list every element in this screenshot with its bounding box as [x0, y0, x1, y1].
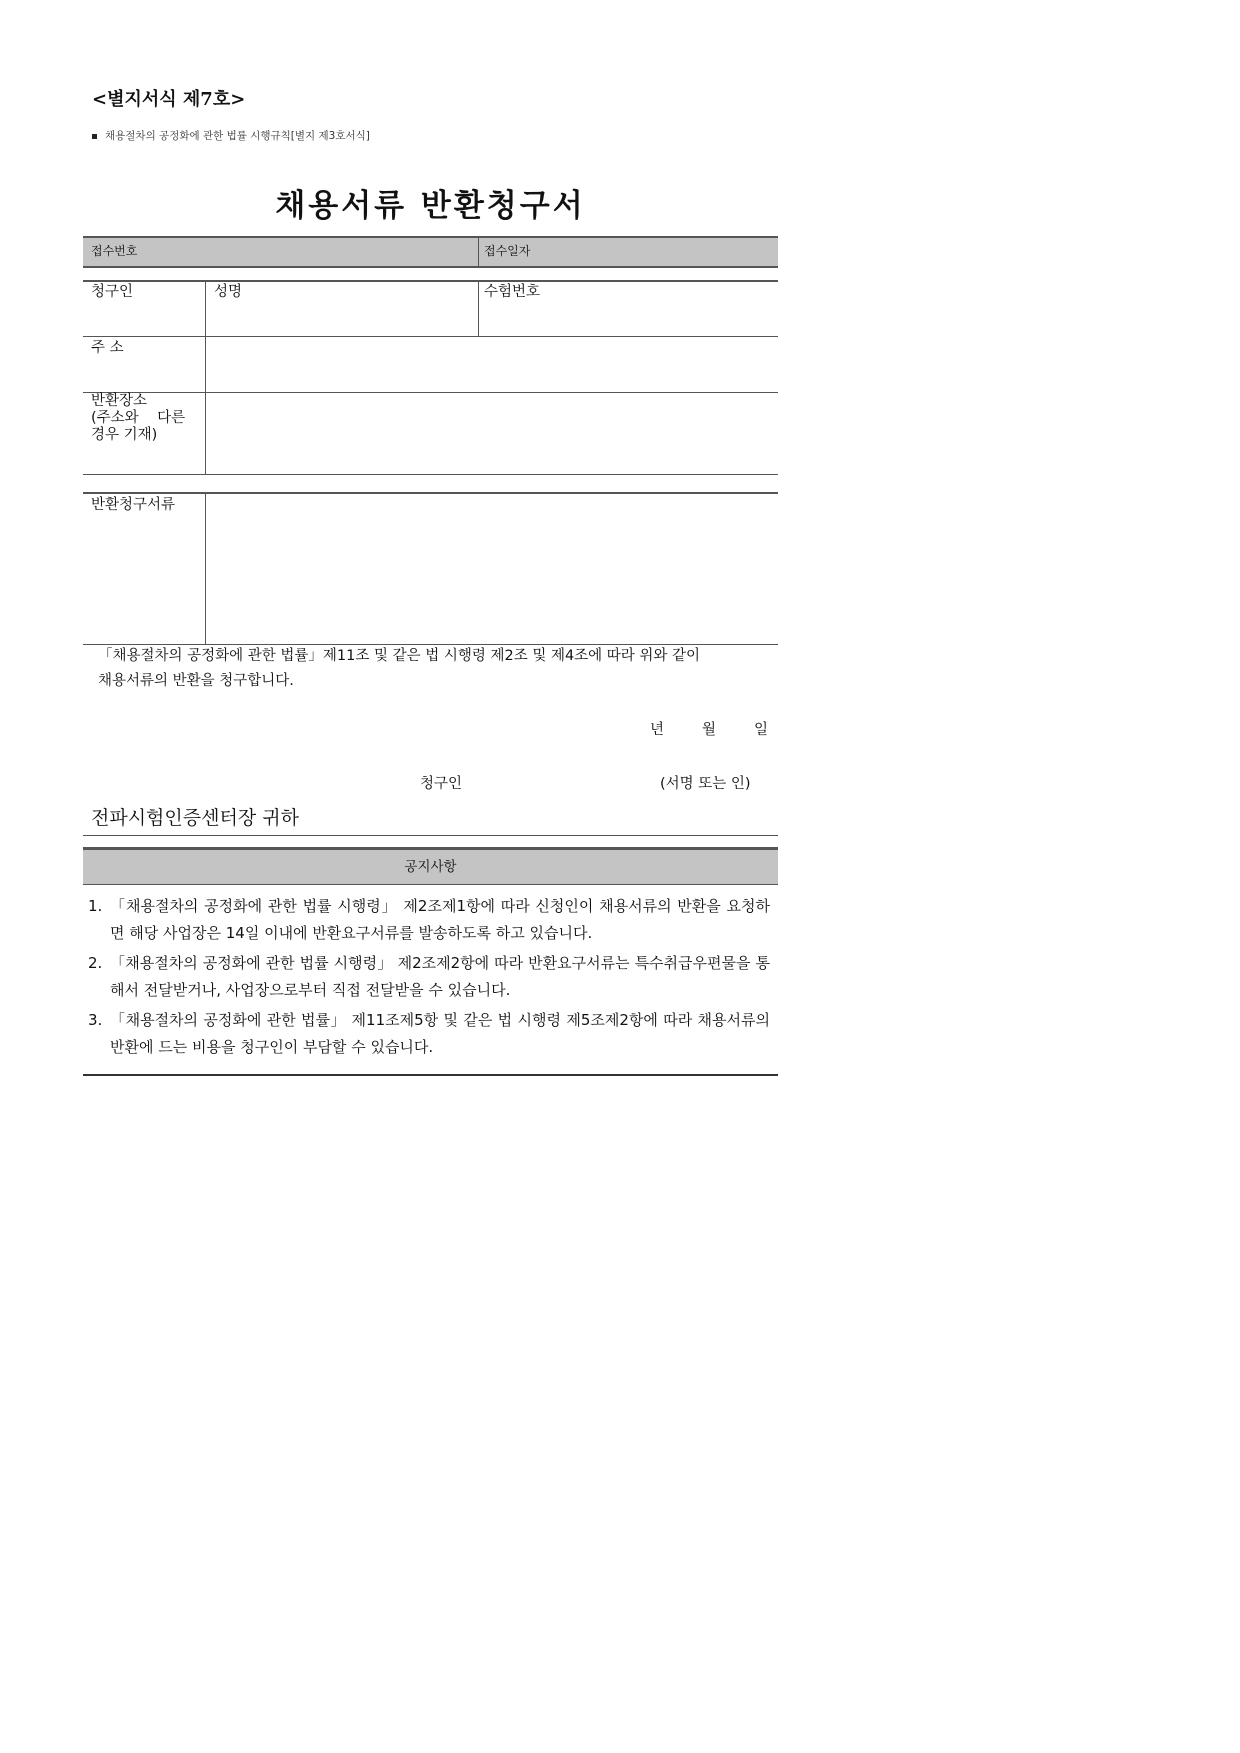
return-place-line2: (주소와 다른	[91, 410, 186, 426]
notice-item	[88, 1007, 770, 1061]
claimant-table-top	[83, 280, 778, 282]
claimant-col-divider	[205, 280, 206, 474]
claimant-section-label: 청구인	[91, 284, 134, 300]
notice-item-number: 1.	[88, 897, 103, 915]
declaration-text	[98, 644, 770, 694]
document-title: 채용서류 반환청구서	[275, 188, 586, 224]
notice-item	[88, 950, 770, 1004]
date-day-label: 일	[754, 722, 769, 738]
notice-item-text: 「채용절차의 공정화에 관한 법률 시행령」 제2조제2항에 따라 반환요구서류는 특수취급우편물을 통해서 전달받거나, 사업장으로부터 직접 전달받을 수 있습니다.	[110, 954, 770, 999]
notice-item-text: 「채용절차의 공정화에 관한 법률 시행령」 제2조제1항에 따라 신청인이 채용서류의 반환을 요청하면 해당 사업장은 14일 이내에 반환요구서류를 발송하도록 하고 있습니다.	[110, 897, 770, 942]
date-year-label: 년	[650, 722, 665, 738]
addressee-underline	[83, 835, 778, 836]
notice-item	[88, 893, 770, 947]
notice-heading: 공지사항	[83, 847, 778, 885]
documents-table-top	[83, 492, 778, 494]
form-number: <별지서식 제7호>	[92, 89, 246, 110]
documents-col-divider	[205, 492, 206, 644]
return-place-line1: 반환장소	[91, 393, 148, 409]
address-label: 주 소	[91, 340, 124, 356]
addressee: 전파시험인증센터장 귀하	[91, 807, 299, 829]
receipt-date-label: 접수일자	[484, 244, 531, 258]
receipt-number-label: 접수번호	[91, 244, 138, 258]
signer-label: 청구인	[420, 776, 463, 792]
receipt-bar	[83, 236, 778, 268]
return-place-line3: 경우 기재)	[91, 427, 158, 443]
notice-item-number: 3.	[88, 1011, 103, 1029]
documents-label: 반환청구서류	[91, 497, 176, 513]
name-label: 성명	[214, 284, 243, 300]
return-place-label	[91, 393, 201, 444]
declaration-line1: 「채용절차의 공정화에 관한 법률」제11조 및 같은 법 시행령 제2조 및 제4조에 따라 위와 같이	[98, 648, 701, 664]
date-month-label: 월	[702, 722, 717, 738]
declaration-line2: 채용서류의 반환을 청구합니다.	[98, 673, 294, 689]
form-source-line	[92, 128, 370, 143]
exam-number-label: 수험번호	[484, 284, 541, 300]
notice-bottom-rule	[83, 1074, 778, 1076]
bullet-square-icon	[92, 134, 97, 139]
name-exam-divider	[478, 280, 479, 336]
row-divider-1	[83, 336, 778, 337]
notice-item-number: 2.	[88, 954, 103, 972]
notice-item-text: 「채용절차의 공정화에 관한 법률」 제11조제5항 및 같은 법 시행령 제5조제2항에 따라 채용서류의 반환에 드는 비용을 청구인이 부담할 수 있습니다.	[110, 1011, 770, 1056]
claimant-table-bottom	[83, 474, 778, 475]
receipt-divider	[478, 238, 479, 266]
signature-hint: (서명 또는 인)	[660, 776, 751, 792]
form-source-text: 채용절차의 공정화에 관한 법률 시행규칙[별지 제3호서식]	[105, 130, 370, 142]
